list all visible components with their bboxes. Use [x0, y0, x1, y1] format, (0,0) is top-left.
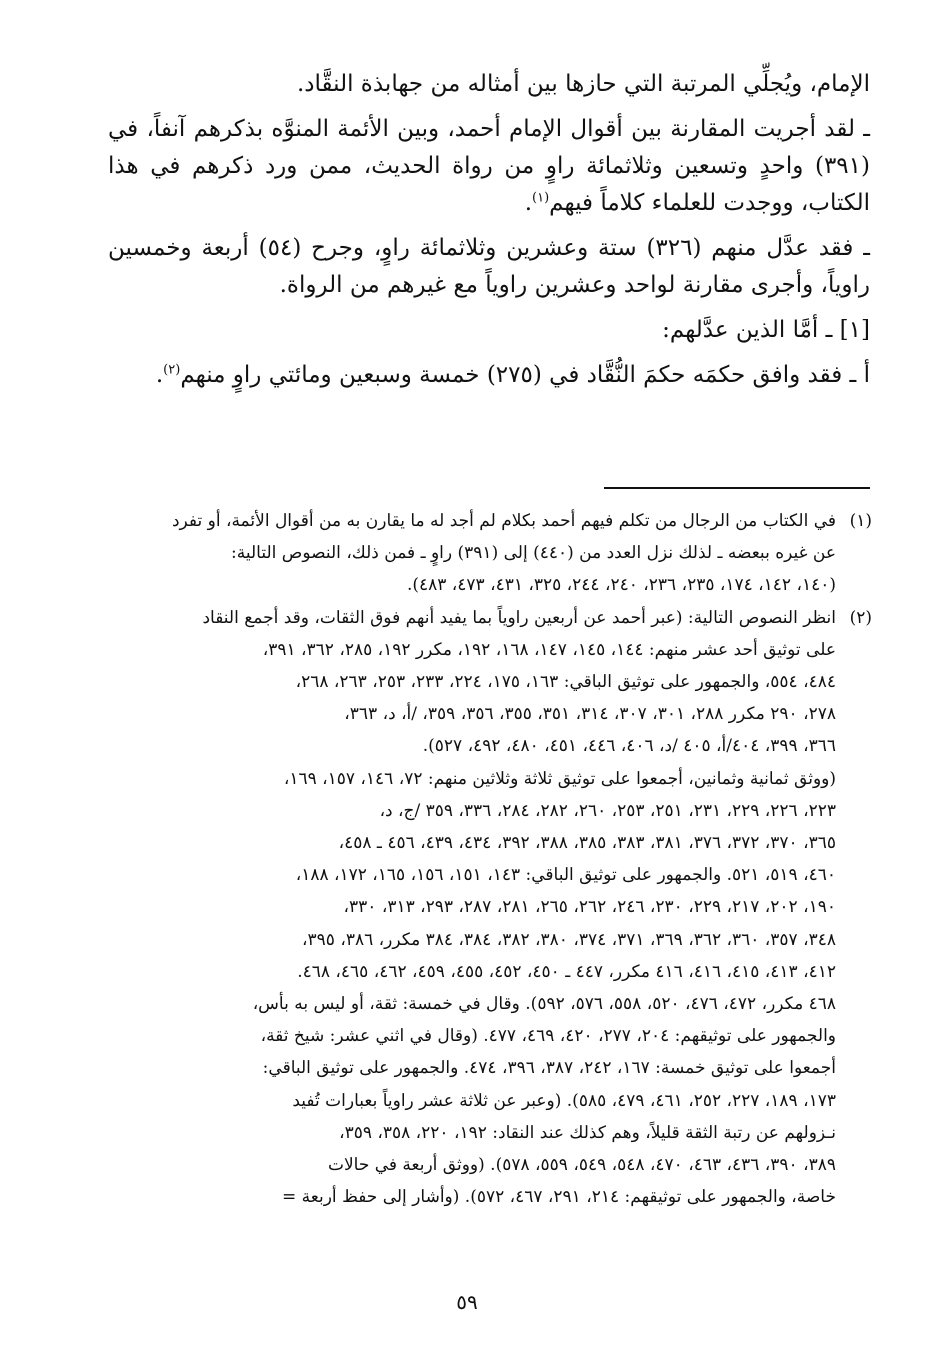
paragraph-2: ـ لقد أجريت المقارنة بين أقوال الإمام أحمد، وبين الأئمة المنوَّه بذكرهم آنفاً، في (٣٩١) واحدٍ وتسعين وثلاثمائة راوٍ من رواة الحديث، ممن ورد ذكرهم في هذا الكتاب، ووجدت للعلماء كلاماً فيهم$^{(١)}$.	[108, 116, 870, 216]
footnote-number: (٢)	[849, 607, 872, 628]
footnote-line: ٣٦٥، ٣٧٠، ٣٧٢، ٣٧٦، ٣٨١، ٣٨٣، ٣٨٥، ٣٨٨، ٣٩٢، ٤٣٤، ٤٣٩، ٤٥٦ ـ ٤٥٨،	[338, 833, 836, 854]
paragraph-3: ـ فقد عدَّل منهم (٣٢٦) ستة وعشرين وثلاثمائة راوٍ، وجرح (٥٤) أربعة وخمسين راوياً، وأجرى مقارنة لواحد وعشرين راوياً مع غيرهم من الرواة.	[108, 235, 870, 298]
paragraph-1: الإمام، ويُجلِّي المرتبة التي حازها بين أمثاله من جهابذة النقَّاد.	[296, 71, 870, 97]
paragraph-2-text: ـ لقد أجريت المقارنة بين أقوال الإمام أحمد، وبين الأئمة المنوَّه بذكرهم آنفاً، في (٣٩١) واحدٍ وتسعين وثلاثمائة راوٍ من رواة الحديث، ممن ورد ذكرهم في هذا الكتاب، ووجدت للعلماء كلاماً فيهم	[108, 116, 870, 216]
footnote-line: والجمهور على توثيقهم: ٢٠٤، ٢٧٧، ٤٢٠، ٤٦٩، ٤٧٧. (وقال في اثني عشر: شيخ ثقة،	[260, 1026, 836, 1047]
footnote-line: ٣٤٨، ٣٥٧، ٣٦٠، ٣٦٢، ٣٦٩، ٣٧١، ٣٧٤، ٣٨٠، ٣٨٢، ٣٨٤، ٣٨٤ مكرر، ٣٨٦، ٣٩٥،	[302, 929, 836, 950]
footnote-1	[144, 505, 872, 602]
footnote-2	[144, 602, 872, 1214]
footnote-marker-2[interactable]: (٢)	[163, 362, 181, 378]
paragraph-5: أ ـ فقد وافق حكمَه حكمَ النُّقَّاد في (٢٧٥) خمسة وسبعين ومائتي راوٍ منهم$^{(٢)}$.	[155, 362, 870, 388]
footnote-line: انظر النصوص التالية: (عبر أحمد عن أربعين راوياً بما يفيد أنهم فوق الثقات، وقد أجمع النقاد	[202, 607, 836, 628]
paragraph-5-text: أ ـ فقد وافق حكمَه حكمَ النُّقَّاد في (٢٧٥) خمسة وسبعين ومائتي راوٍ منهم	[180, 362, 870, 388]
section-heading: [١] ـ أمَّا الذين عدَّلهم:	[662, 317, 870, 343]
footnote-line: عن غيره ببعضه ـ لذلك نزل العدد من (٤٤٠) إلى (٣٩١) راوٍ ـ فمن ذلك، النصوص التالية:	[231, 543, 836, 564]
footnote-line: خاصة، والجمهور على توثيقهم: ٢١٤، ٢٩١، ٤٦٧، ٥٧٢). (وأشار إلى حفظ أربعة =	[282, 1187, 836, 1208]
footnote-line: ١٩٠، ٢٠٢، ٢١٧، ٢٢٩، ٢٣٠، ٢٤٦، ٢٦٢، ٢٦٥، ٢٨١، ٢٨٧، ٢٩٣، ٣١٣، ٣٣٠،	[343, 897, 836, 918]
footnote-line: ٣٨٩، ٣٩٠، ٤٣٦، ٤٦٣، ٤٧٠، ٥٤٨، ٥٤٩، ٥٥٩، ٥٧٨). (ووثق أربعة في حالات	[327, 1155, 836, 1176]
footnote-line: ٢٢٣، ٢٢٦، ٢٢٩، ٢٣١، ٢٥١، ٢٥٣، ٢٦٠، ٢٨٢، ٢٨٤، ٣٣٦، ٣٥٩ /ج، د،	[379, 800, 836, 821]
main-text	[108, 66, 870, 402]
footnote-line: (ووثق ثمانية وثمانين، أجمعوا على توثيق ثلاثة وثلاثين منهم: ٧٢، ١٤٦، ١٥٧، ١٦٩،	[283, 768, 836, 789]
footnote-line: ٢٧٨، ٢٩٠ مكرر ٢٨٨، ٣٠١، ٣٠٧، ٣١٤، ٣٥١، ٣٥٥، ٣٥٦، ٣٥٩، /أ، د، ٣٦٣،	[344, 704, 836, 725]
footnote-number: (١)	[849, 511, 872, 531]
footnote-line: أجمعوا على توثيق خمسة: ١٦٧، ٢٤٢، ٣٨٧، ٣٩٦، ٤٧٤. والجمهور على توثيق الباقي:	[262, 1058, 836, 1079]
footnote-line: ١٧٣، ١٨٩، ٢٢٧، ٢٥٢، ٤٦١، ٤٧٩، ٥٨٥). (وعبر عن ثلاثة عشر راوياً بعبارات تُفيد	[292, 1090, 836, 1111]
page-number: ٥٩	[456, 1290, 478, 1314]
footnote-line: (١٤٠، ١٤٢، ١٧٤، ٢٣٥، ٢٣٦، ٢٤٠، ٢٤٤، ٣٢٥، ٤٣١، ٤٧٣، ٤٨٣).	[406, 575, 836, 596]
footnote-line: ٤٨٤، ٥٥٤، والجمهور على توثيق الباقي: ١٦٣، ١٧٥، ٢٢٤، ٢٣٣، ٢٥٣، ٢٦٣، ٢٦٨،	[295, 672, 836, 693]
footnote-line: ٤٦٠، ٥١٩، ٥٢١. والجمهور على توثيق الباقي: ١٤٣، ١٥١، ١٥٦، ١٦٥، ١٧٢، ١٨٨،	[295, 865, 836, 886]
footnote-line: نـزولهم عن رتبة الثقة قليلاً، وهم كذلك عند النقاد: ١٩٢، ٢٢٠، ٣٥٨، ٣٥٩،	[339, 1122, 836, 1143]
footnote-line: ٤١٢، ٤١٣، ٤١٥، ٤١٦، ٤١٦ مكرر، ٤٤٧ ـ ٤٥٠، ٤٥٢، ٤٥٥، ٤٥٩، ٤٦٢، ٤٦٥، ٤٦٨.	[297, 961, 836, 982]
footnote-line: ٤٦٨ مكرر، ٤٧٢، ٤٧٦، ٥٢٠، ٥٥٨، ٥٧٦، ٥٩٢). وقال في خمسة: ثقة، أو ليس به بأس،	[252, 994, 836, 1015]
footnote-separator	[604, 487, 870, 489]
footnote-line: في الكتاب من الرجال من تكلم فيهم أحمد بكلام لم أجد له ما يقارن به من أقوال الأئمة، أو تفرد	[171, 511, 836, 531]
footnote-line: على توثيق أحد عشر منهم: ١٤٤، ١٤٥، ١٤٧، ١٦٨، ١٩٢، مكرر ١٩٢، ٢٨٥، ٣٦٢، ٣٩١،	[262, 639, 836, 660]
footnotes	[144, 505, 872, 1213]
footnote-marker-1[interactable]: (١)	[532, 190, 550, 206]
footnote-line: ٣٦٦، ٣٩٩، ٤٠٤/أ، ٤٠٥ /د، ٤٠٦، ٤٤٦، ٤٥١، ٤٨٠، ٤٩٢، ٥٢٧).	[422, 736, 836, 757]
